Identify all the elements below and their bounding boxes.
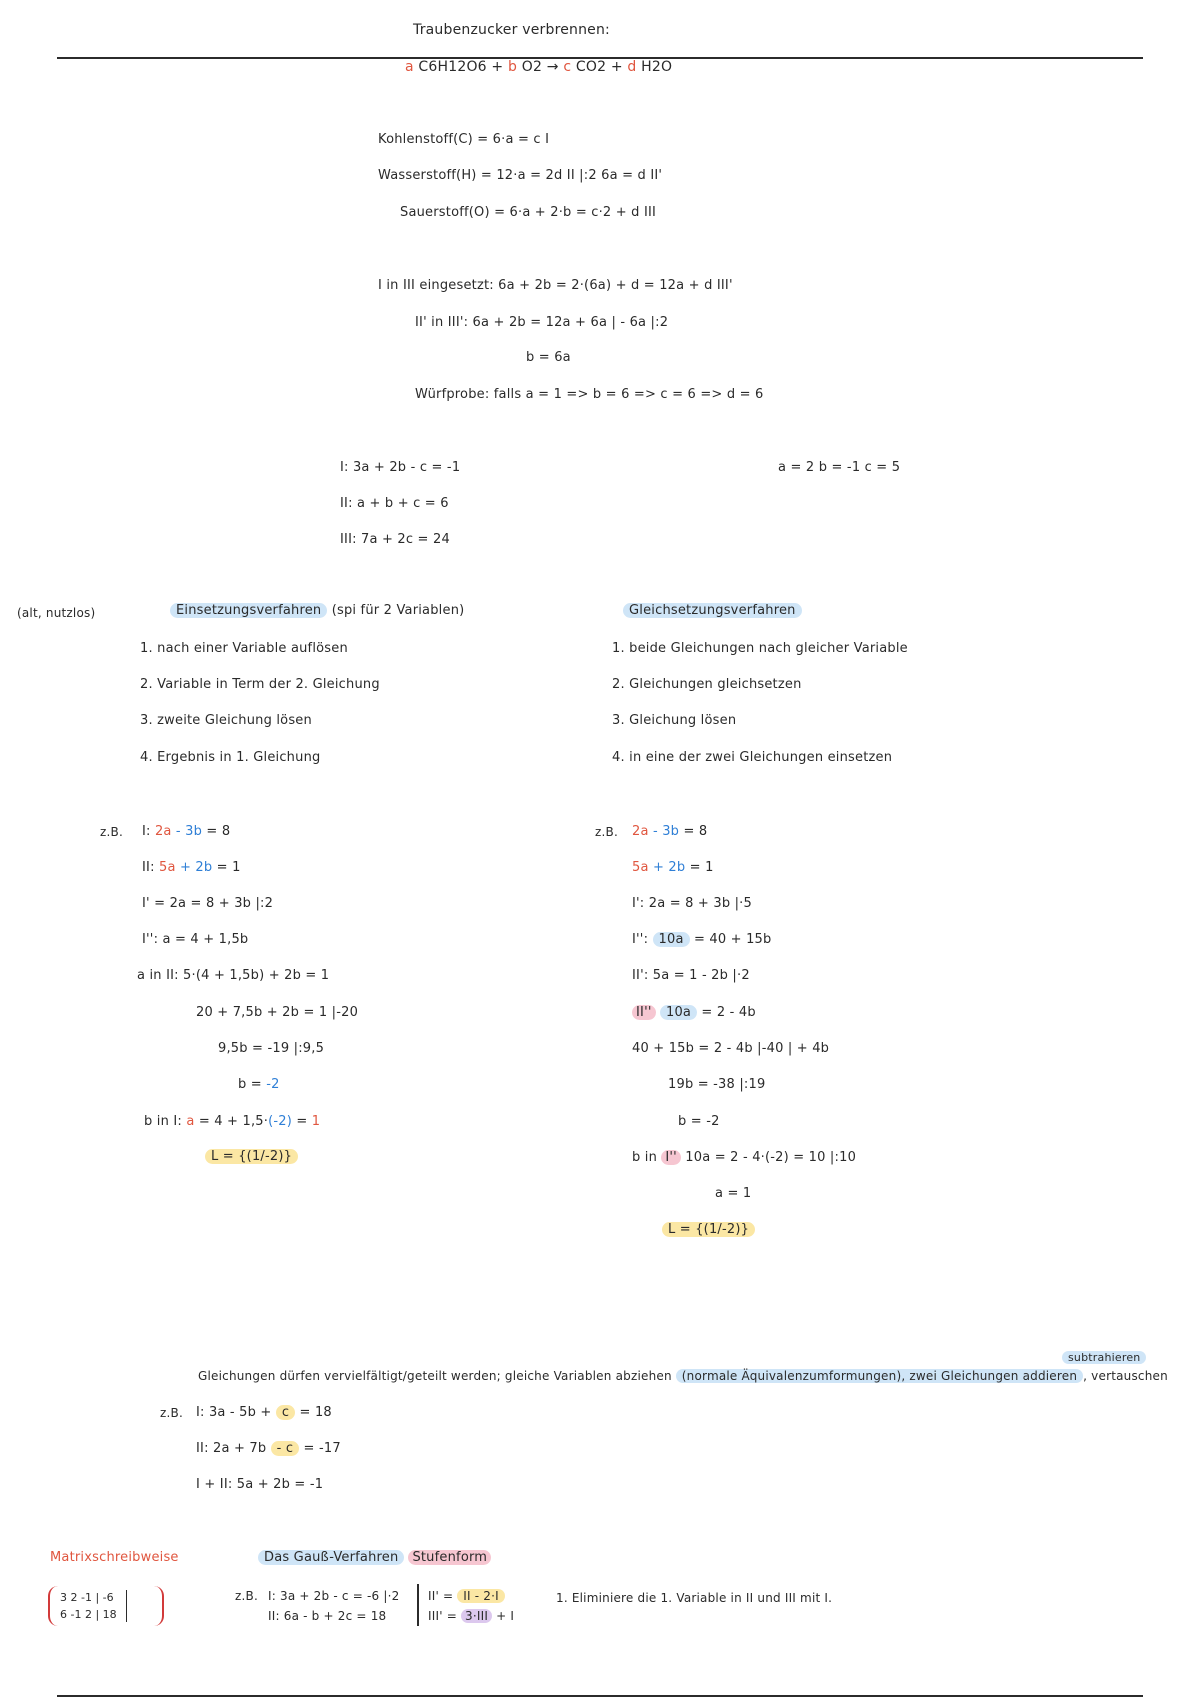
gauss-divider — [417, 1584, 419, 1626]
ex-value: -2 — [266, 1077, 280, 1092]
einsetz-step-3: 3. zweite Gleichung lösen — [140, 713, 312, 728]
einsetz-title: Einsetzungsverfahren — [170, 603, 327, 618]
einsetz-ex-line-2 — [142, 860, 241, 876]
gauss-ex-line-2: II: 6a - b + 2c = 18 — [268, 1609, 387, 1623]
ex-rest: = 8 — [202, 824, 231, 839]
gauss-step-note: 1. Eliminiere die 1. Variable in II und III mit I. — [556, 1591, 833, 1605]
ex-term-b: - 3b — [171, 824, 203, 839]
einsetz-ex-line-9 — [144, 1114, 320, 1130]
subtract-note — [1062, 1350, 1146, 1366]
gleichsetz-heading — [623, 603, 802, 619]
coefficient-matrix — [48, 1586, 164, 1626]
ex-prefix: b in I: — [144, 1114, 187, 1129]
substitution-3: b = 6a — [526, 350, 571, 365]
matrix-row-1: 3 2 -1 | -6 — [60, 1591, 114, 1604]
ex-var: a — [186, 1114, 195, 1129]
einsetz-step-4: 4. Ergebnis in 1. Gleichung — [140, 750, 321, 765]
system-eq-1: I: 3a + 2b - c = -1 — [340, 460, 461, 475]
einsetz-heading — [170, 603, 464, 619]
additions-ex-line-1 — [196, 1405, 332, 1421]
coef-c: c — [563, 59, 572, 75]
ex-highlight: c — [276, 1405, 295, 1420]
ex-highlight: 10a — [653, 932, 690, 947]
gleichsetz-example-label: z.B. — [595, 825, 618, 839]
matrix-row-2: 6 -1 2 | 18 — [60, 1608, 117, 1621]
gleichsetz-ex-line-2 — [632, 860, 714, 876]
gauss-op-2 — [428, 1608, 514, 1624]
gleichsetz-ex-line-11: a = 1 — [715, 1186, 752, 1201]
einsetz-ex-line-7: 9,5b = -19 |:9,5 — [218, 1041, 325, 1056]
solution-set: L = {(1/-2)} — [205, 1149, 298, 1164]
subtract-note-text: subtrahieren — [1062, 1351, 1146, 1364]
substitution-1: I in III eingesetzt: 6a + 2b = 2·(6a) + d = 12a + d III' — [378, 278, 733, 293]
system-eq-3: III: 7a + 2c = 24 — [340, 532, 450, 547]
eq-water: H2O — [636, 59, 673, 75]
einsetz-ex-line-6: 20 + 7,5b + 2b = 1 |-20 — [196, 1005, 359, 1020]
gauss-heading — [258, 1550, 491, 1566]
ex-value: (-2) — [268, 1114, 292, 1129]
gauss-example-label: z.B. — [235, 1589, 258, 1603]
gleichsetz-ex-line-7: 40 + 15b = 2 - 4b |-40 | + 4b — [632, 1041, 830, 1056]
side-note: (alt, nutzlos) — [17, 606, 96, 620]
ex-term-b: + 2b — [648, 860, 686, 875]
ex-prefix: I: 3a - 5b + — [196, 1405, 276, 1420]
ex-prefix: II: 2a + 7b — [196, 1441, 271, 1456]
ex-eq: = — [292, 1114, 312, 1129]
einsetz-step-2: 2. Variable in Term der 2. Gleichung — [140, 677, 380, 692]
eq-co2: CO2 + — [571, 59, 628, 75]
gauss-title: Das Gauß-Verfahren — [258, 1550, 404, 1565]
ex-highlight: II'' — [632, 1005, 656, 1020]
rule-text: Gleichungen dürfen vervielfältigt/geteilt werden; gleiche Variablen abziehen — [198, 1369, 672, 1383]
coef-b: b — [508, 59, 518, 75]
carbon-balance: Kohlenstoff(C) = 6·a = c I — [378, 132, 550, 147]
gleichsetz-ex-line-1 — [632, 824, 707, 840]
einsetz-result — [205, 1149, 298, 1165]
ex-term-a: 5a — [158, 860, 176, 875]
gleichsetz-ex-line-3: I': 2a = 8 + 3b |·5 — [632, 896, 752, 911]
op-prefix: III' = — [428, 1609, 461, 1623]
einsetz-ex-line-3: I' = 2a = 8 + 3b |:2 — [142, 896, 274, 911]
einsetz-subtitle: (spi für 2 Variablen) — [331, 603, 465, 618]
eq-oxygen: O2 → — [517, 59, 564, 75]
matrix-label: Matrixschreibweise — [50, 1550, 179, 1565]
op-prefix: II' = — [428, 1589, 458, 1603]
hydrogen-balance: Wasserstoff(H) = 12·a = 2d II |:2 6a = d II' — [378, 168, 663, 183]
gleichsetz-ex-line-4 — [632, 932, 771, 948]
rule-highlight: (normale Äquivalenzumformungen), zwei Gleichungen addieren — [676, 1369, 1083, 1383]
system-eq-2: II: a + b + c = 6 — [340, 496, 449, 511]
einsetz-ex-line-1 — [142, 824, 230, 840]
page-title: Traubenzucker verbrennen: — [413, 22, 610, 38]
substitution-2: II' in III': 6a + 2b = 12a + 6a | - 6a |:2 — [415, 315, 669, 330]
ex-mid: = 4 + 1,5· — [194, 1114, 269, 1129]
gleichsetz-step-3: 3. Gleichung lösen — [612, 713, 737, 728]
gleichsetz-step-2: 2. Gleichungen gleichsetzen — [612, 677, 802, 692]
ex-rest: = 40 + 15b — [689, 932, 772, 947]
ex-rest: = 18 — [295, 1405, 332, 1420]
oxygen-balance: Sauerstoff(O) = 6·a + 2·b = c·2 + d III — [400, 205, 657, 220]
coef-d: d — [627, 59, 637, 75]
gleichsetz-ex-line-5: II': 5a = 1 - 2b |·2 — [632, 968, 750, 983]
einsetz-ex-line-5: a in II: 5·(4 + 1,5b) + 2b = 1 — [137, 968, 330, 983]
solution-set: L = {(1/-2)} — [662, 1222, 755, 1237]
bottom-divider — [57, 1695, 1143, 1697]
rule-end: , vertauschen — [1083, 1369, 1168, 1383]
gleichsetz-result — [662, 1222, 755, 1238]
ex-rest: = -17 — [299, 1441, 341, 1456]
ex-rest: = 1 — [212, 860, 241, 875]
ex-term-a: 5a — [632, 860, 649, 875]
op-highlight: II - 2·I — [457, 1589, 505, 1603]
reaction-equation — [405, 59, 672, 75]
einsetz-ex-line-4: I'': a = 4 + 1,5b — [142, 932, 249, 947]
check-line: Würfprobe: falls a = 1 => b = 6 => c = 6 => d = 6 — [415, 387, 764, 402]
matrix-divider — [126, 1590, 127, 1622]
ex-result: 1 — [311, 1114, 321, 1129]
ex-term-a: 2a — [154, 824, 172, 839]
ex-prefix: I'': — [632, 932, 653, 947]
einsetz-example-label: z.B. — [100, 825, 123, 839]
ex-highlight: 10a — [660, 1005, 697, 1020]
ex-term-b: - 3b — [648, 824, 680, 839]
additions-rule — [198, 1368, 1168, 1384]
ex-rest: = 8 — [679, 824, 708, 839]
gleichsetz-step-4: 4. in eine der zwei Gleichungen einsetzen — [612, 750, 893, 765]
gleichsetz-title: Gleichsetzungsverfahren — [623, 603, 802, 618]
additions-ex-line-2 — [196, 1441, 341, 1457]
gleichsetz-ex-line-8: 19b = -38 |:19 — [668, 1077, 766, 1092]
ex-prefix: I: — [142, 824, 155, 839]
eq-glucose: C6H12O6 + — [413, 59, 509, 75]
ex-highlight: I'' — [661, 1150, 681, 1165]
gauss-ex-line-1: I: 3a + 2b - c = -6 |·2 — [268, 1589, 400, 1603]
einsetz-step-1: 1. nach einer Variable auflösen — [140, 641, 348, 656]
ex-rest: 10a = 2 - 4·(-2) = 10 |:10 — [680, 1150, 857, 1165]
gauss-op-1 — [428, 1588, 505, 1604]
op-highlight: 3·III — [461, 1609, 492, 1623]
additions-example-label: z.B. — [160, 1406, 183, 1420]
coef-a: a — [405, 59, 414, 75]
ex-prefix: b = — [238, 1077, 267, 1092]
ex-rest: = 2 - 4b — [697, 1005, 756, 1020]
ex-prefix: b in — [632, 1150, 662, 1165]
gleichsetz-ex-line-6 — [632, 1005, 756, 1021]
ex-term-b: + 2b — [175, 860, 213, 875]
system-solution: a = 2 b = -1 c = 5 — [778, 460, 901, 475]
additions-ex-line-3: I + II: 5a + 2b = -1 — [196, 1477, 324, 1492]
einsetz-ex-line-8 — [238, 1077, 280, 1093]
gleichsetz-step-1: 1. beide Gleichungen nach gleicher Variable — [612, 641, 908, 656]
gauss-tag: Stufenform — [408, 1550, 491, 1565]
ex-term-a: 2a — [632, 824, 649, 839]
op-rest: + I — [492, 1609, 515, 1623]
gleichsetz-ex-line-9: b = -2 — [678, 1114, 720, 1129]
ex-prefix: II: — [142, 860, 159, 875]
ex-highlight: - c — [271, 1441, 300, 1456]
gleichsetz-ex-line-10 — [632, 1150, 856, 1166]
ex-rest: = 1 — [685, 860, 714, 875]
